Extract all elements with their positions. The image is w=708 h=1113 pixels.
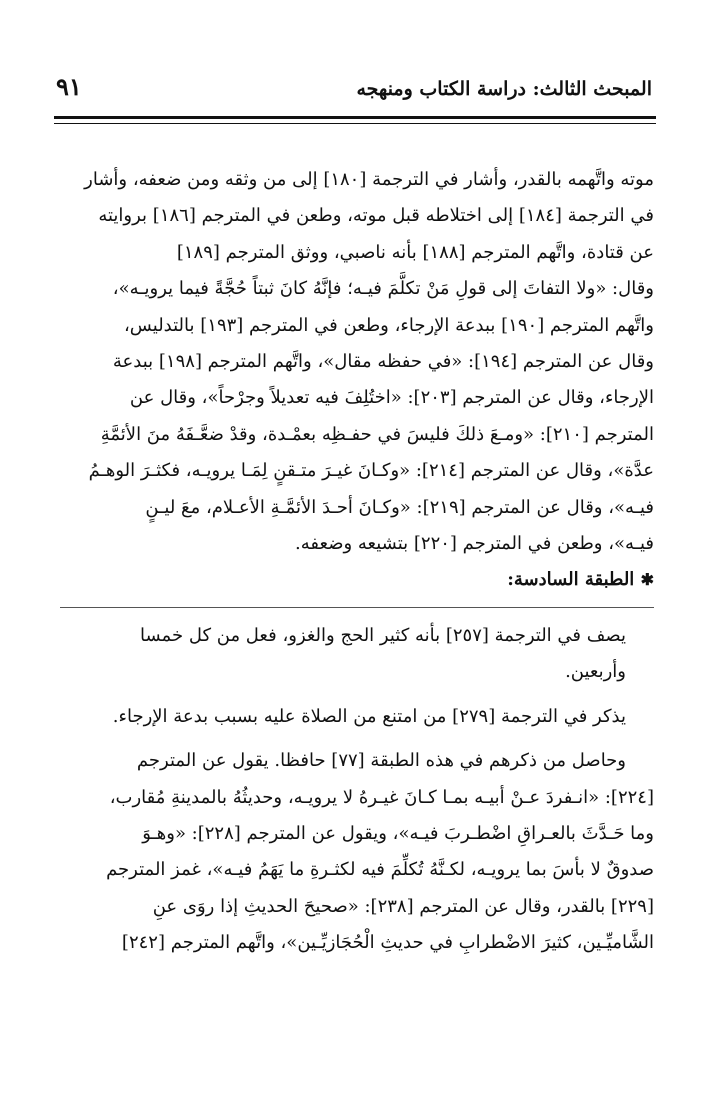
running-header xyxy=(56,72,652,112)
paragraph-2 xyxy=(60,618,654,691)
text-line: المترجم [٢١٠]: «ومـعَ ذلكَ فليسَ في حفـظِه بعمْـدة، وقدْ ضعَّـفَهُ منَ الأئمَّةِ xyxy=(100,423,654,445)
text-line: [٢٢٩] بالقدر، وقال عن المترجم [٢٣٨]: «صحيحَ الحديثِ إذا روَى عنِ xyxy=(152,895,654,917)
paragraph-4 xyxy=(60,743,654,961)
header-rule-thick xyxy=(54,116,656,119)
text-line: يصف في الترجمة [٢٥٧] بأنه كثير الحج والغزو، فعل من كل خمسا xyxy=(140,624,626,646)
paragraph-1 xyxy=(60,162,654,562)
text-line: وما حَـدَّثَ بالعـراقِ اضْطـربَ فيـه»، ويقول عن المترجم [٢٢٨]: «وهـوَ xyxy=(142,822,654,844)
text-line: وأربعين. xyxy=(565,661,626,683)
section-heading xyxy=(60,562,654,598)
paragraph-3 xyxy=(60,699,654,735)
chapter-title: المبحث الثالث: دراسة الكتاب ومنهجه xyxy=(356,78,652,100)
page-number: ٩١ xyxy=(56,72,82,101)
text-line: في الترجمة [١٨٤] إلى اختلاطه قبل موته، وطعن في المترجم [١٨٦] بروايته xyxy=(98,205,654,227)
text-line: فيـه»، وطعن في المترجم [٢٢٠] بتشيعه وضعفه. xyxy=(295,533,654,555)
section-heading-text: الطبقة السادسة: xyxy=(507,569,635,591)
text-line: وقال عن المترجم [١٩٤]: «في حفظه مقال»، واتَّهم المترجم [١٩٨] ببدعة xyxy=(112,351,654,373)
text-line: واتَّهم المترجم [١٩٠] ببدعة الإرجاء، وطعن في المترجم [١٩٣] بالتدليس، xyxy=(124,314,654,336)
section-divider xyxy=(60,607,654,608)
text-line: موته واتَّهمه بالقدر، وأشار في الترجمة [١٨٠] إلى من وثقه ومن ضعفه، وأشار xyxy=(84,169,654,190)
text-line: الشَّاميِّـين، كثيرَ الاضْطرابِ في حديثِ الْحُجَازيِّـين»، واتَّهم المترجم [٢٤٢] xyxy=(121,932,654,954)
page-body xyxy=(60,162,654,962)
text-line: عدَّة»، وقال عن المترجم [٢١٤]: «وكـانَ غيـرَ متـقنٍ لِمَـا يرويـه، فكثـرَ الوهـمُ xyxy=(88,460,654,482)
text-line: الإرجاء، وقال عن المترجم [٢٠٣]: «اختُلِفَ فيه تعديلاً وجرْحاً»، وقال عن xyxy=(129,387,654,409)
star-bullet-icon: ✱ xyxy=(640,570,654,590)
text-line: عن قتادة، واتَّهم المترجم [١٨٨] بأنه ناصبي، ووثق المترجم [١٨٩] xyxy=(176,241,654,263)
text-line: يذكر في الترجمة [٢٧٩] من امتنع من الصلاة عليه بسبب بدعة الإرجاء. xyxy=(112,705,626,727)
text-line: وقال: «ولا التفاتَ إلى قولِ مَنْ تكلَّمَ فيـه؛ فإنَّهُ كانَ ثبتاً حُجَّةً فيما يرويـه»، xyxy=(112,278,654,300)
text-line: صدوقٌ لا بأسَ بما يرويـه، لكـنَّهُ تُكلِّمَ فيه لكثـرةِ ما يَهَمُ فيـه»، غمز المترجم xyxy=(106,859,654,881)
text-line: [٢٢٤]: «انـفردَ عـنْ أبيـه بمـا كـانَ غيـرهُ لا يرويـه، وحديثُهُ بالمدينةِ مُقارب، xyxy=(109,786,654,808)
text-line: فيـه»، وقال عن المترجم [٢١٩]: «وكـانَ أحـدَ الأئمَّـةِ الأعـلام، معَ ليـنٍ xyxy=(145,496,654,518)
header-rule-thin xyxy=(54,123,656,124)
text-line: وحاصل من ذكرهم في هذه الطبقة [٧٧] حافظا. يقول عن المترجم xyxy=(136,750,626,772)
